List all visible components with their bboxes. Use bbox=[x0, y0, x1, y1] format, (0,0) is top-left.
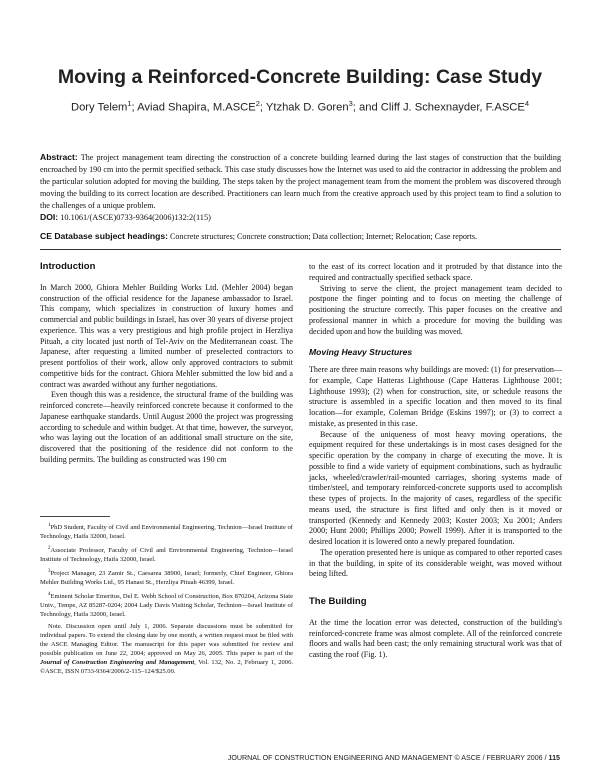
author-list bbox=[0, 99, 600, 114]
footnote bbox=[40, 591, 293, 620]
paragraph: At the time the location error was detected, construction of the building's reinforced-concrete frame was almost complete. All of the reinforced concrete floors and walls had been cast; the only remaining structural work was that of casting the roof (Fig. 1). bbox=[309, 617, 562, 659]
subject-headings bbox=[40, 231, 477, 241]
note-text: , Vol. 132, No. 2, February 1, 2006. ©ASCE, ISSN 0733-9364/2006/2-115–124/$25.00. bbox=[40, 659, 293, 676]
section-heading-the-building: The Building bbox=[309, 596, 367, 607]
paragraph: In March 2000, Ghiora Mehler Building Works Ltd. (Mehler 2004) began construction of the official residence for the Japanese ambassador to Israel. This company, which specializes in construction of luxury homes and commercial and public buildings in Israel, has over 30 years of diverse project experience. This was a very prestigious and high profile project in Herzliya Pituah, a city located just north of Tel-Aviv on the Mediterranean coast. The Japanese, after requesting a limited number of preselected contractors to present portfolios of their work, allow only approved contractors to submit competitive bids for the contract. Ghiora Mehler submitted the low bid and a contract was awarded without any further negotiations. bbox=[40, 282, 293, 389]
footnote-divider bbox=[40, 516, 110, 517]
header-divider bbox=[40, 249, 561, 250]
editorial-note bbox=[40, 623, 293, 677]
doi-value: 10.1061/(ASCE)0733-9364(2006)132:2(115) bbox=[58, 213, 211, 222]
footnote bbox=[40, 522, 293, 542]
author-affiliation-mark: 2 bbox=[255, 99, 260, 108]
subject-headings-value: Concrete structures; Concrete construction; Data collection; Internet; Relocation; Case reports. bbox=[168, 232, 478, 241]
section-heading-introduction: Introduction bbox=[40, 261, 96, 272]
footnote-text: Project Manager, 23 Zamir St., Caesarea 38900, Israel; formerly, Chief Engineer, Ghiora Mehler Building Works Ltd., 95 Hanasi St., Herzliya Pituah 46399, Israel. bbox=[40, 570, 293, 587]
page-number: 115 bbox=[548, 754, 560, 762]
left-column bbox=[40, 262, 293, 466]
footnote-text: PhD Student, Faculty of Civil and Environmental Engineering, Technion—Israel Institute of Technology, Haifa 32000, Israel. bbox=[40, 524, 293, 541]
footnote-mark: 1 bbox=[48, 523, 51, 528]
journal-name: Journal of Construction Engineering and Management bbox=[40, 659, 195, 667]
footnote-mark: 3 bbox=[48, 569, 51, 575]
footnote bbox=[40, 568, 293, 588]
footnote-mark: 4 bbox=[48, 592, 51, 598]
paragraph: Because of the uniqueness of most heavy moving operations, the equipment required for these undertakings is in most cases designed for the specific operation by the company in charge of executing the move. It is possible to find a wide variety of equipment combinations, such as hydraulic jacks, wheeled/crawler/rail-mounted carriages, shoring systems made of timber/steel, and temporary reinforced-concrete supports used to accomplish these types of projects. In the majority of cases, regardless of the specific means used, the structure is first lifted and only then is it moved or transported (Kennedy and Kennedy 2003; Koster 2003; Xu 2001; Anders 2000; Hunt 2000; Phillips 2000; Powell 1999). After it is transported to the desired location it is lowered onto a newly prepared foundation. bbox=[309, 429, 562, 546]
subject-headings-label: CE Database subject headings: bbox=[40, 231, 168, 241]
footnote bbox=[40, 545, 293, 565]
paper-title: Moving a Reinforced-Concrete Building: Case Study bbox=[57, 66, 543, 88]
paragraph: Striving to serve the client, the project management team decided to postpone the finger pointing and to focus on meeting the challenge of positioning the structure correctly. This paper focuses on the creative and professional manner in which a procedure for moving the building was decided upon and how the building was moved. bbox=[309, 283, 562, 336]
page-footer bbox=[228, 754, 560, 762]
abstract-label: Abstract: bbox=[40, 152, 78, 162]
author-affiliation-mark: 4 bbox=[524, 99, 529, 108]
abstract bbox=[40, 152, 561, 212]
author-name: ; Aviad Shapira, M.ASCE bbox=[131, 101, 256, 114]
abstract-text: The project management team directing the construction of a concrete building learned during the last stages of construction that the building encroached by 190 cm into the permit specified setback. This case study discusses how the Internet was used to aid the contractor in addressing the problem and the particular solution adopted for moving the building. The steps taken by the project management team from the moment the problem was discovered through moving the building to its correct location are described. Practitioners can learn much from the creative approach used by this project team to find a solution to the challenges of a unique problem. bbox=[40, 153, 561, 210]
subsection-heading-moving-heavy-structures: Moving Heavy Structures bbox=[309, 347, 413, 358]
footnote-mark: 2 bbox=[48, 546, 51, 552]
footnote-text: Eminent Scholar Emeritus, Del E. Webb School of Construction, Box 870204, Arizona State Univ., Tempe, AZ 85287-0204; 2004 Lady Davis Visiting Scholar, Technion—Israel Institute of Technology, Haifa 32000, Israel. bbox=[40, 593, 293, 619]
footer-journal: JOURNAL OF CONSTRUCTION ENGINEERING AND MANAGEMENT © ASCE / FEBRUARY 2006 / bbox=[227, 754, 549, 762]
paragraph: There are three main reasons why buildings are moved: (1) for preservation—for example, Cape Hatteras Lighthouse (Cape Hatteras Lighthouse 2001; Lighthouse 1993); (2) when for construction, site, or schedule reasons the structure is assembled in a specific location and then moved to its final location—for example, Coleman Bridge (Eskins 1997); or (3) to correct a mistake, as presented in this case. bbox=[309, 365, 562, 428]
right-column bbox=[309, 262, 562, 661]
note-text: Note. Discussion open until July 1, 2006. Separate discussions must be submitted for individual papers. To extend the closing date by one month, a written request must be filed with the ASCE Managing Editor. The manuscript for this paper was submitted for review and possible publication on June 22, 2004; approved on May 26, 2005. This paper is part of the bbox=[40, 623, 293, 658]
author-affiliation-mark: 3 bbox=[348, 99, 353, 108]
author-affiliation-mark: 1 bbox=[127, 99, 132, 108]
footnotes bbox=[40, 516, 293, 680]
paragraph: to the east of its correct location and it protruded by that distance into the required and contractually specified setback space. bbox=[309, 262, 562, 282]
doi-line bbox=[40, 212, 211, 222]
footnote-text: Associate Professor, Faculty of Civil and Environmental Engineering, Technion—Israel Institute of Technology, Haifa 32000, Israel. bbox=[40, 547, 293, 564]
paragraph: The operation presented here is unique as compared to other reported cases in that the building, in spite of its considerable weight, was moved without being lifted. bbox=[309, 547, 562, 579]
author-name: ; Ytzhak D. Goren bbox=[259, 101, 349, 114]
doi-label: DOI: bbox=[40, 212, 59, 222]
paragraph: Even though this was a residence, the structural frame of the building was reinforced concrete—heavily reinforced concrete because it conformed to the Japanese earthquake standards. Until August 2000 the project was progressing according to schedule and within budget. At that time, however, the surveyor, who was laying out the location of an additional small structure on the site, discovered that the positioning of the residence did not conform to the building permits. The building as constructed was 190 cm bbox=[40, 390, 293, 464]
author-name: Dory Telem bbox=[71, 101, 128, 114]
author-name: ; and Cliff J. Schexnayder, F.ASCE bbox=[352, 101, 525, 114]
